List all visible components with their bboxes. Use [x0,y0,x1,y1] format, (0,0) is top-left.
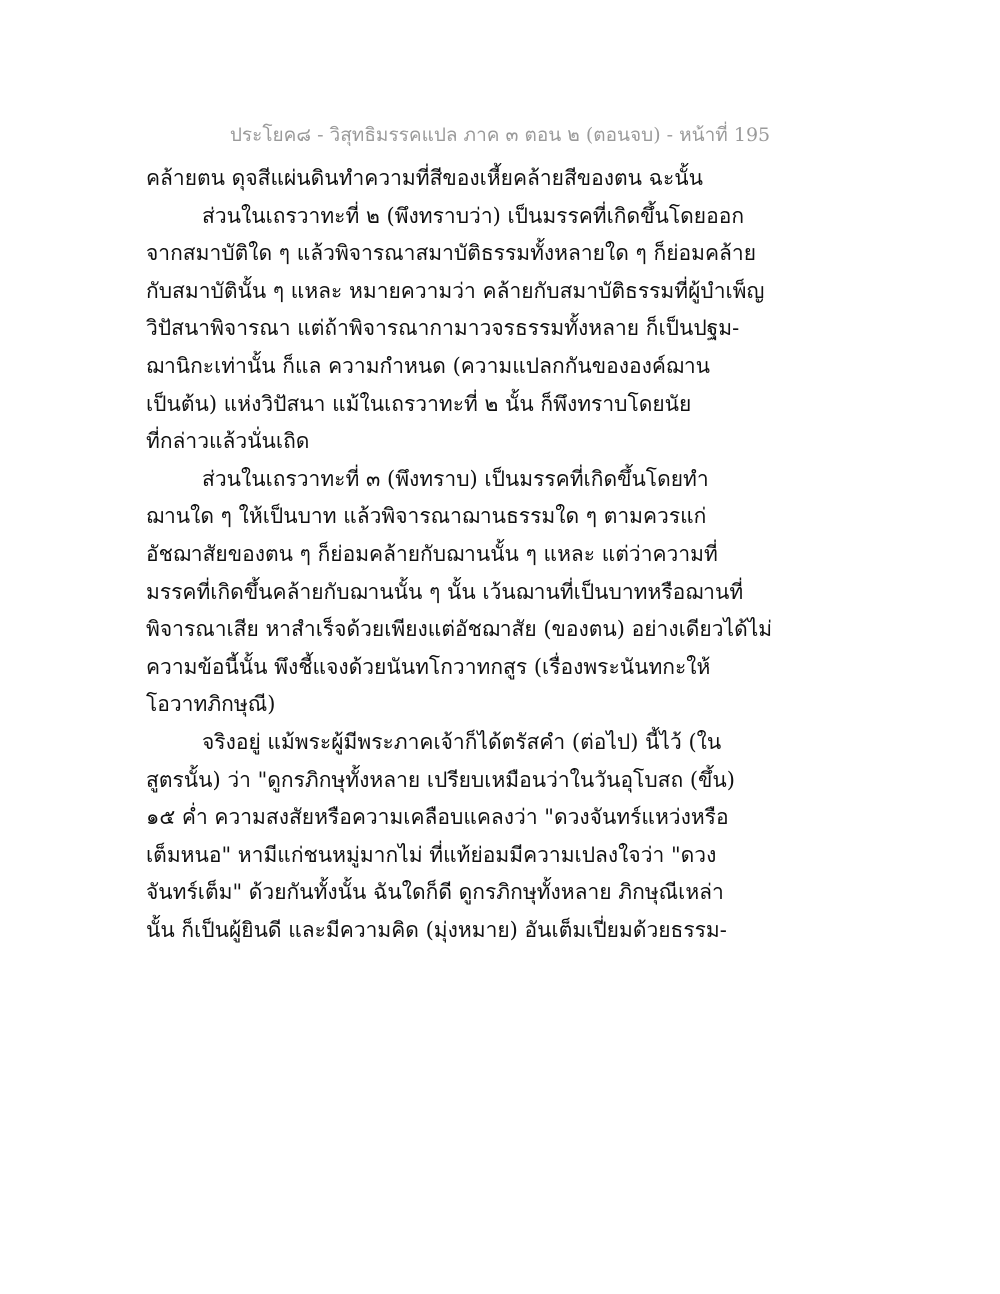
text-line: นั้น ก็เป็นผู้ยินดี และมีความคิด (มุ่งหมาย) อันเต็มเปี่ยมด้วยธรรม- [146,917,727,942]
text-line: ความข้อนี้นั้น พึงชี้แจงด้วยนันทโกวาทกสูร (เรื่องพระนันทกะให้ [146,654,711,679]
text-line: วิปัสนาพิจารณา แต่ถ้าพิจารณากามาวจรธรรมทั้งหลาย ก็เป็นปฐม- [146,316,740,341]
text-line: พิจารณาเสีย หาสำเร็จด้วยเพียงแต่อัชฌาสัย (ของตน) อย่างเดียวได้ไม่ [146,617,773,642]
page-header: ประโยค๘ - วิสุทธิมรรคแปล ภาค ๓ ตอน ๒ (ตอนจบ) - หน้าที่ 195 [229,124,771,146]
text-line: อัชฌาสัยของตน ๆ ก็ย่อมคล้ายกับฌานนั้น ๆ แหละ แต่ว่าความที่ [146,541,718,566]
text-line: สูตรนั้น) ว่า "ดูกรภิกษุทั้งหลาย เปรียบเหมือนว่าในวันอุโบสถ (ขึ้น) [146,767,735,792]
text-line: จันทร์เต็ม" ด้วยกันทั้งนั้น ฉันใดก็ดี ดูกรภิกษุทั้งหลาย ภิกษุณีเหล่า [146,880,724,905]
text-line: ฌานิกะเท่านั้น ก็แล ความกำหนด (ความแปลกกันขององค์ฌาน [146,353,710,378]
text-line: จากสมาบัติใด ๆ แล้วพิจารณาสมาบัติธรรมทั้งหลายใด ๆ ก็ย่อมคล้าย [146,241,756,266]
text-line: ๑๕ ค่ำ ความสงสัยหรือความเคลือบแคลงว่า "ดวงจันทร์แหว่งหรือ [146,805,729,830]
body-text [146,160,773,949]
text-line: ส่วนในเถรวาทะที่ ๓ (พึงทราบ) เป็นมรรคที่เกิดขึ้นโดยทำ [202,466,709,491]
text-line: ฌานใด ๆ ให้เป็นบาท แล้วพิจารณาฌานธรรมใด ๆ ตามควรแก่ [146,504,707,529]
text-line: ส่วนในเถรวาทะที่ ๒ (พึงทราบว่า) เป็นมรรคที่เกิดขึ้นโดยออก [202,203,745,228]
text-line: จริงอยู่ แม้พระผู้มีพระภาคเจ้าก็ได้ตรัสคำ (ต่อไป) นี้ไว้ (ใน [202,729,722,754]
text-line: เป็นต้น) แห่งวิปัสนา แม้ในเถรวาทะที่ ๒ นั้น ก็พึงทราบโดยนัย [146,391,692,416]
text-line: มรรคที่เกิดขึ้นคล้ายกับฌานนั้น ๆ นั้น เว้นฌานที่เป็นบาทหรือฌานที่ [146,579,744,604]
text-line: เต็มหนอ" หามีแก่ชนหมู่มากไม่ ที่แท้ย่อมมีความเปลงใจว่า "ดวง [146,842,717,867]
text-line: คล้ายตน ดุจสีแผ่นดินทำความที่สีของเหี้ยคล้ายสีของตน ฉะนั้น [146,166,703,190]
text-line: โอวาทภิกษุณี) [146,692,276,717]
text-line: กับสมาบัตินั้น ๆ แหละ หมายความว่า คล้ายกับสมาบัติธรรมที่ผู้บำเพ็ญ [146,278,765,303]
text-line: ที่กล่าวแล้วนั่นเถิด [146,429,310,454]
